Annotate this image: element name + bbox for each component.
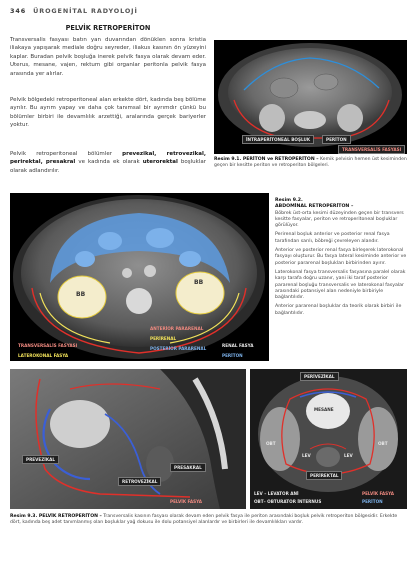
book-title: ÜROGENİTAL RADYOLOJİ: [33, 7, 138, 15]
figure-9-2-ct-image: [10, 193, 269, 361]
label-lev-left: LEV: [302, 453, 311, 458]
label-retrovezikal: RETROVEZİKAL: [118, 477, 161, 486]
figure-9-2-sidebar-p4: Laterokonal fasya transversalis fasyasına paralel olarak karşı tarafa doğru uzanır, yani iki taraf posterior pararenal boşluğu transversalis ve laterokonal fasyalar arasındaki potansiyel alan nedeniyle birbiriyle bağlantılıdır.: [275, 269, 406, 301]
label-perirenal: PERİRENAL: [150, 336, 177, 341]
figure-9-2-sidebar-p2: Perirenal boşluk anterior ve posterior renal fasya tarafından sarılı, böbreği çevreleyen alandır.: [275, 232, 390, 244]
label-periton-right: PERİTON: [362, 499, 383, 504]
label-prevezikal: PREVEZİKAL: [22, 455, 59, 464]
figure-9-3-sagittal-image: [10, 369, 246, 509]
label-obt-right: OBT: [378, 441, 388, 446]
figure-9-2-sidebar: [275, 198, 407, 317]
paragraph-3: [10, 150, 206, 175]
label-perivezikal: PERİVEZİKAL: [300, 372, 339, 381]
label-mesane: MESANE: [314, 407, 334, 412]
figure-9-1-caption: [214, 157, 407, 169]
figure-9-3-axial-image: [250, 369, 407, 509]
figure-9-2-sidebar-subtitle: ABDOMİNAL RETROPERİTON –: [275, 204, 354, 210]
figure-9-3-caption: [10, 514, 407, 526]
figure-9-1-ct-image: [214, 40, 407, 154]
paragraph-1: Transversalis fasyası batın yan duvarından dönüklen sonra kristia iliakaya yapışarak mediale doğru seyreder, iliakus kasının ön yüzeyini kaplar. Buradan pelvik boşluğa inerek pelvik fasya olarak devam eder. Uterus, mesane, vajen, rektum gibi organlar peritonla pelvik fasya arasında yer alırlar.: [10, 37, 206, 77]
p3-mid: ve kadında ek olarak: [75, 159, 143, 166]
section-title: PELVİK RETROPERİTON: [65, 24, 151, 32]
label-obt-left: OBT: [266, 441, 276, 446]
running-header: [10, 7, 138, 15]
figure-9-3-caption-text: Transversalis kasının fasyası olarak devam eden pelvik fasya ile periton arasındaki boşluk pelvik retroperiton bölgesidir. Erkekte dört, kadında beş adet tanımlanmış olan boşluklar yağ dokusu ile dolu potansiyel alanlardır ve birbirleri ile devamlılıkları vardır.: [10, 514, 398, 526]
label-renal-fasya: RENAL FASYA: [222, 343, 254, 348]
figure-9-3-axial-drawing: [250, 369, 407, 509]
figure-9-2-sidebar-title: Resim 9.2.: [275, 198, 303, 203]
label-lev-right: LEV: [344, 453, 353, 458]
label-bb-left: BB: [76, 291, 86, 298]
figure-9-2-drawing: [10, 193, 269, 361]
figure-9-2-sidebar-p1: Böbrek üst-orta kesimi düzeyinden geçen bir transvers kesitte fasyalar, periton ve retroperitoneal boşluklar görülüyor.: [275, 210, 404, 229]
label-anterior-pararenal: ANTERİOR PARARENAL: [150, 326, 204, 331]
figure-9-3-sagittal-drawing: [10, 369, 246, 509]
p3-bold-1: prevezikal, retrovezikal, perirektal, presakral: [10, 151, 206, 166]
figure-9-2-sidebar-p3: Anterior ve posterior renal fasya birleşerek laterokonal fasyayı oluşturur. Bu fasya lateral kesiminde anterior ve posterior pararenal boşlukları birbirinden ayırır.: [275, 248, 407, 266]
label-laterokonal: LATEROKONAL FASYA: [18, 353, 69, 358]
label-perirektal: PERİREKTAL: [306, 471, 342, 480]
label-bb-right: BB: [194, 279, 204, 286]
p3-pre: Pelvik retroperitoneal bölümler: [10, 151, 123, 157]
label-intraperitoneal: İNTRAPERİTONEAL BOŞLUK: [242, 135, 314, 144]
label-transversalis: TRANSVERSALİS FASYASI: [18, 343, 78, 348]
figure-9-1-caption-bold: Resim 9.1. PERİTON ve RETROPERİTON –: [214, 157, 319, 162]
label-transversalis: TRANSVERSALİS FASYASI: [338, 145, 405, 154]
p3-post: boşluklar olarak adlandırılır.: [10, 159, 206, 174]
label-posterior-pararenal: POSTERİOR PARARENAL: [150, 346, 207, 351]
label-periton: PERİTON: [322, 135, 351, 144]
legend-lev: LEV – LEVATOR ANİ: [254, 491, 299, 496]
legend-obt: OBT– OBTURATOR İNTERNUS: [254, 499, 322, 504]
label-pelvik-fasya-left: PELVİK FASYA: [170, 499, 203, 504]
label-presakral: PRESAKRAL: [170, 463, 206, 472]
p3-bold-2: uterorektal: [142, 159, 178, 166]
label-periton: PERİTON: [222, 353, 243, 358]
paragraph-2: Pelvik bölgedeki retroperitoneal alan erkekte dört, kadında beş bölüme ayrılır. Bu ayrım yapay ve daha çok tanımsal bir ayrımdır çünkü bu bölümler birbiri ile devamlılık arzettiği, aralarında gerçek bariyerler yoktur.: [10, 97, 206, 129]
page-number: 346: [10, 7, 27, 15]
figure-9-1-caption-text: Kemik pelvisin hemen üst kesiminden geçen bir kesitte periton ve retroperiton bölgeleri.: [214, 157, 407, 169]
figure-9-2-sidebar-p5: Anterior pararenal boşluklar da teorik olarak birbiri ile bağlantılıdır.: [275, 304, 402, 316]
label-pelvik-fasya-right: PELVİK FASYA: [362, 491, 395, 496]
figure-9-3-caption-bold: Resim 9.3. PELVİK RETROPERİTON –: [10, 514, 102, 519]
